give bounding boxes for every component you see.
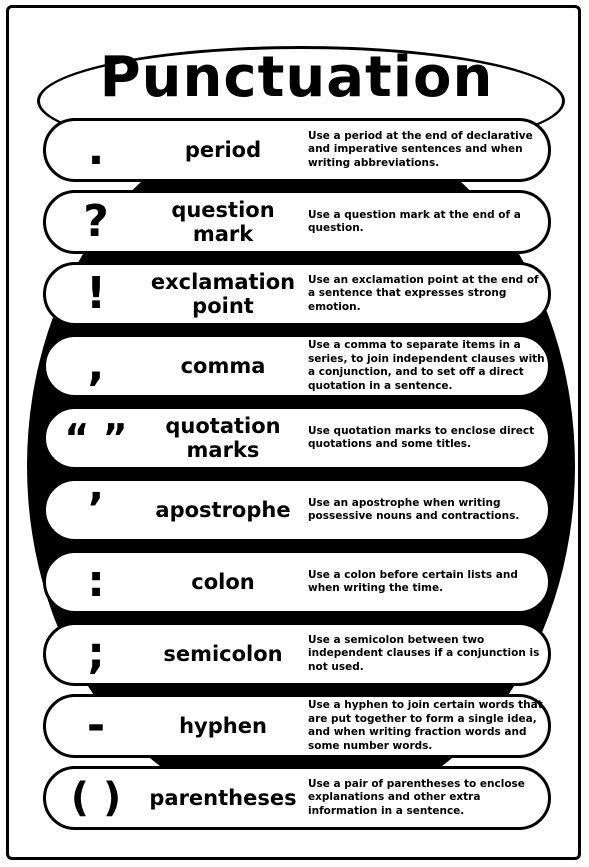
period-description: Use a period at the end of declarative and imperative sentences and when writing abbreviations. (308, 129, 533, 169)
row-period (43, 118, 551, 182)
comma-description: Use a comma to separate items in a series, to join independent clauses with a conjunction, and to set off a direct quotation in a sentence. (308, 339, 545, 392)
question-mark-symbol: ? (83, 196, 109, 247)
row-apostrophe (43, 478, 551, 542)
quotation-marks-name: quotation marks (165, 414, 281, 462)
exclamation-point-symbol: ! (85, 268, 107, 319)
question-mark-name: question mark (171, 198, 275, 246)
period-symbol: . (87, 124, 105, 175)
row-hyphen (43, 694, 551, 758)
poster-title: Punctuation (99, 45, 494, 110)
punctuation-poster (6, 5, 581, 860)
colon-name: colon (191, 570, 255, 594)
quotation-marks-description: Use quotation marks to enclose direct quotations and some titles. (308, 424, 535, 450)
row-colon (43, 550, 551, 614)
semicolon-symbol: ; (87, 628, 105, 679)
row-semicolon (43, 622, 551, 686)
row-question-mark (43, 190, 551, 254)
hyphen-symbol: - (86, 700, 106, 751)
parentheses-description: Use a pair of parentheses to enclose explanations and other extra information in a sentence. (308, 777, 525, 817)
row-parentheses (43, 766, 551, 830)
comma-symbol: , (87, 340, 105, 391)
quotation-marks-symbol: “ ” (64, 416, 128, 460)
semicolon-name: semicolon (163, 642, 283, 666)
exclamation-point-description: Use an exclamation point at the end of a sentence that expresses strong emotion. (308, 273, 539, 313)
exclamation-point-name: exclamation point (150, 270, 296, 318)
apostrophe-description: Use an apostrophe when writing possessive nouns and contractions. (308, 496, 520, 522)
row-quotation-marks (43, 406, 551, 470)
apostrophe-symbol: ’ (87, 484, 105, 535)
semicolon-description: Use a semicolon between two independent clauses if a conjunction is not used. (308, 633, 540, 673)
comma-name: comma (180, 354, 266, 378)
colon-symbol: : (87, 556, 105, 607)
period-name: period (184, 138, 262, 162)
row-exclamation-point (43, 262, 551, 326)
hyphen-description: Use a hyphen to join certain words that are put together to form a single idea, and when writing fraction words and some number words. (308, 699, 543, 752)
row-comma (43, 334, 551, 398)
apostrophe-name: apostrophe (155, 498, 291, 522)
parentheses-symbol: ( ) (70, 775, 122, 821)
colon-description: Use a colon before certain lists and when writing the time. (308, 568, 518, 594)
hyphen-name: hyphen (179, 714, 267, 738)
parentheses-name: parentheses (149, 786, 297, 810)
question-mark-description: Use a question mark at the end of a question. (308, 208, 521, 234)
